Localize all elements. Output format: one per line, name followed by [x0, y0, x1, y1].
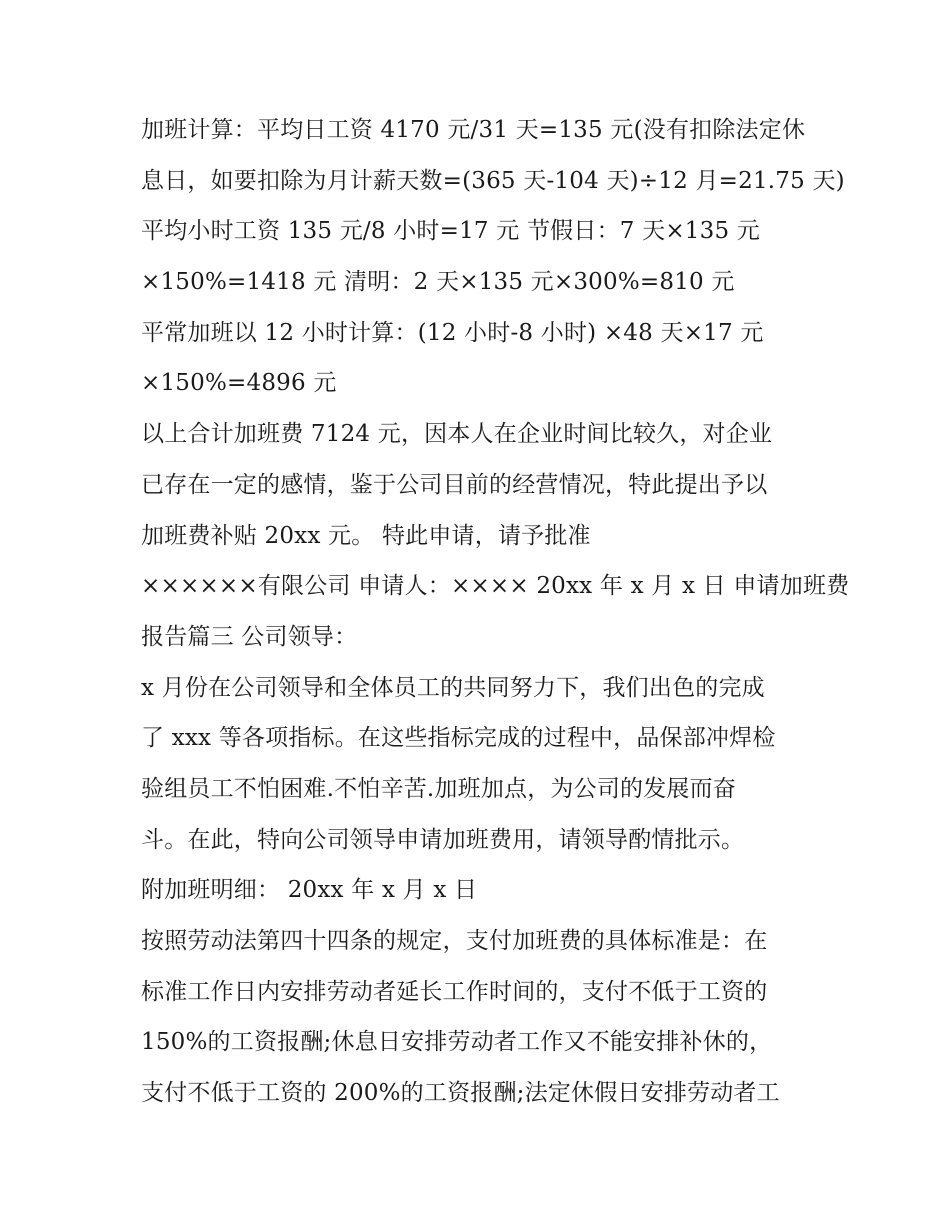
text-line: 息日，如要扣除为月计薪天数=(365 天-104 天)÷12 月=21.75 天) [141, 167, 845, 194]
text-line: 加班费补贴 20xx 元。 特此申请，请予批准 [141, 522, 591, 549]
text-line: x 月份在公司领导和全体员工的共同努力下，我们出色的完成 [141, 674, 765, 701]
text-line: ×150%=4896 元 [141, 370, 337, 397]
text-line: 斗。在此，特向公司领导申请加班费用，请领导酌情批示。 [141, 826, 745, 853]
text-line: 已存在一定的感情，鉴于公司目前的经营情况，特此提出予以 [141, 471, 768, 498]
text-line: 平均小时工资 135 元/8 小时=17 元 节假日：7 天×135 元 [141, 218, 761, 245]
text-line: 支付不低于工资的 200%的工资报酬;法定休假日安排劳动者工 [141, 1080, 780, 1107]
text-line: 加班计算：平均日工资 4170 元/31 天=135 元(没有扣除法定休 [141, 117, 806, 143]
text-line: ×150%=1418 元 清明：2 天×135 元×300%=810 元 [141, 269, 735, 296]
text-line: 验组员工不怕困难.不怕辛苦.加班加点，为公司的发展而奋 [141, 775, 737, 802]
text-line: 报告篇三 公司领导： [141, 623, 358, 650]
text-line: 以上合计加班费 7124 元，因本人在企业时间比较久，对企业 [141, 421, 773, 448]
text-line: ××××××有限公司 申请人：×××× 20xx 年 x 月 x 日 申请加班费 [141, 573, 850, 600]
document-body [141, 105, 850, 1119]
text-line: 平常加班以 12 小时计算：(12 小时-8 小时) ×48 天×17 元 [141, 319, 764, 346]
text-line: 标准工作日内安排劳动者延长工作时间的，支付不低于工资的 [141, 978, 768, 1005]
text-line: 150%的工资报酬;休息日安排劳动者工作又不能安排补休的， [141, 1029, 773, 1056]
text-line: 按照劳动法第四十四条的规定，支付加班费的具体标准是：在 [141, 928, 768, 954]
text-line: 附加班明细： 20xx 年 x 月 x 日 [141, 877, 478, 904]
text-line: 了 xxx 等各项指标。在这些指标完成的过程中，品保部冲焊检 [141, 725, 776, 752]
